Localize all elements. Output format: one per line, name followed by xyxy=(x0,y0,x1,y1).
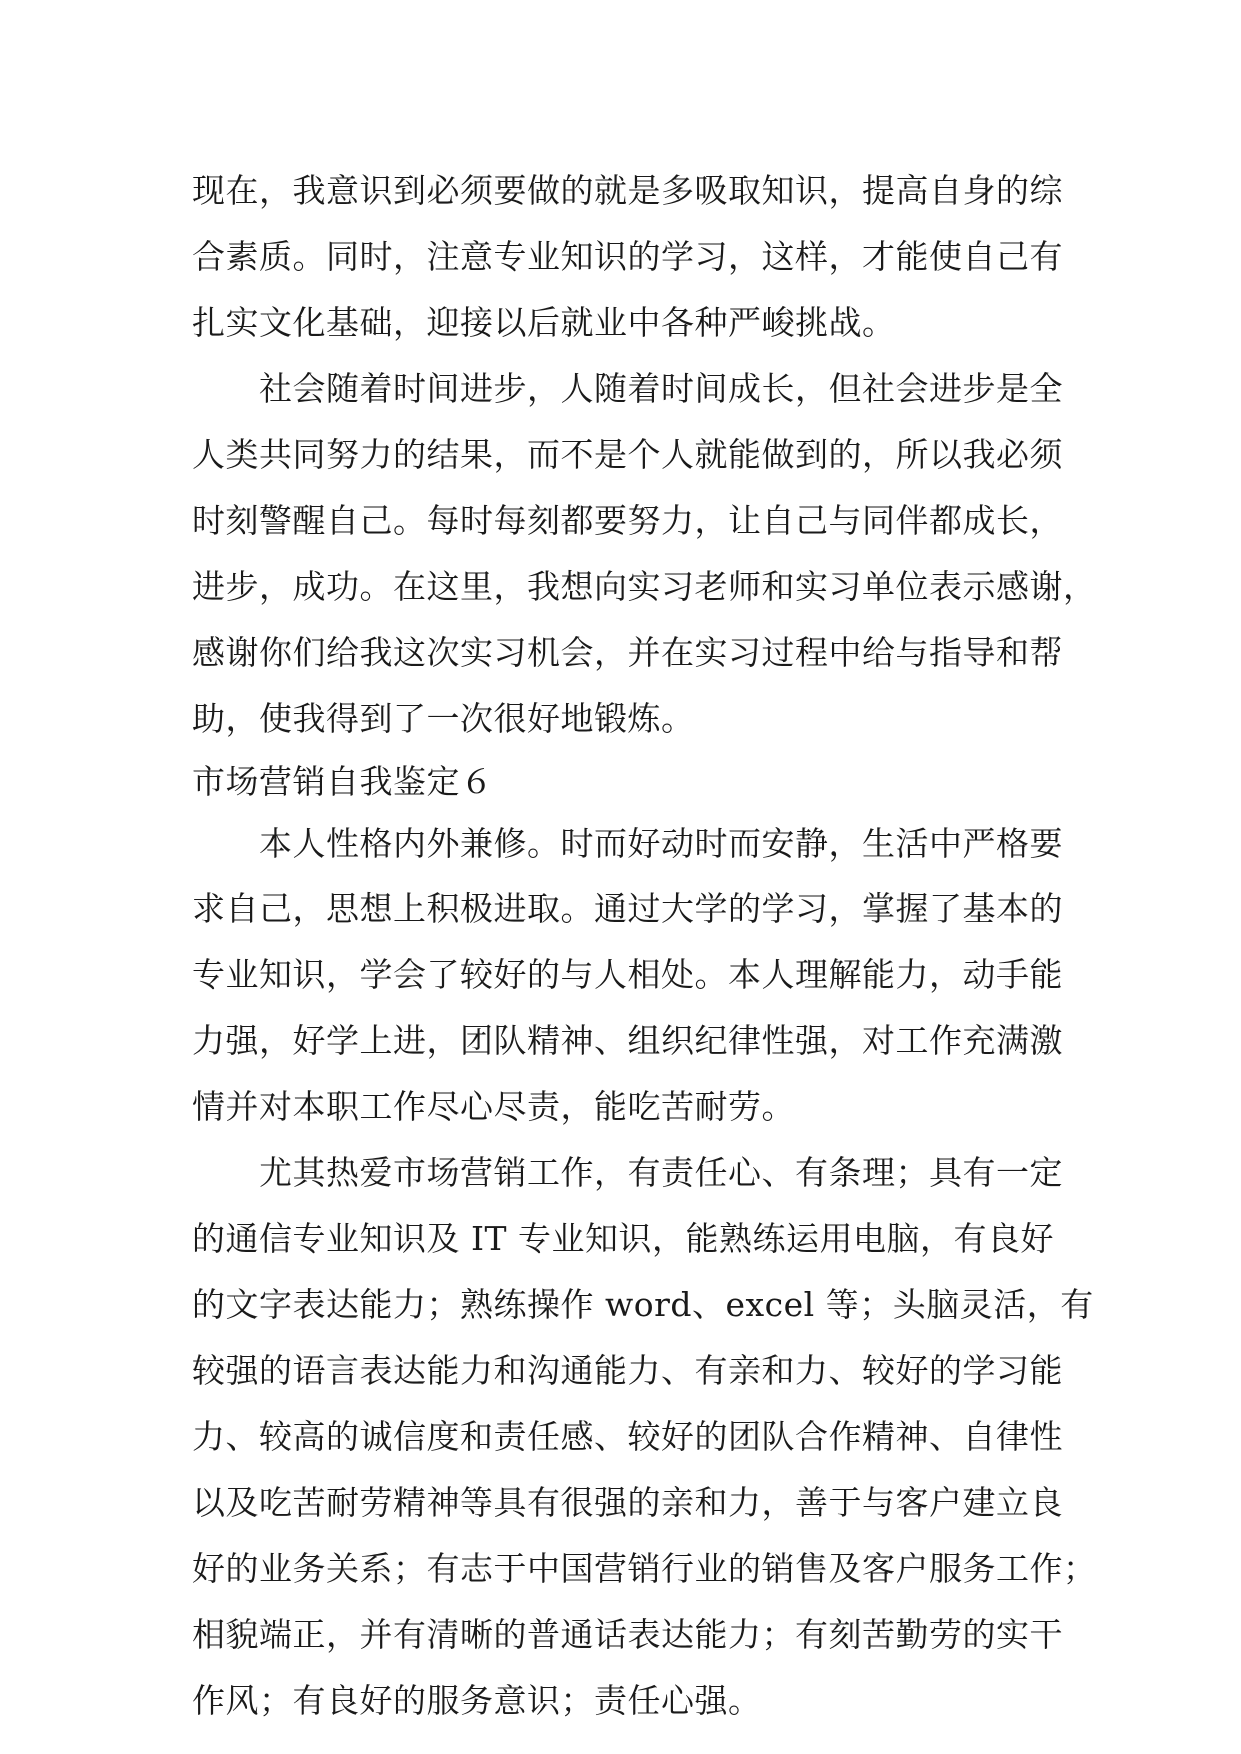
text-line: 较强的语言表达能力和沟通能力、有亲和力、较好的学习能 xyxy=(192,1351,1063,1390)
text-line: 人类共同努力的结果，而不是个人就能做到的，所以我必须 xyxy=(192,435,1063,474)
text-line: 的通信专业知识及 IT 专业知识，能熟练运用电脑，有良好 xyxy=(192,1219,1055,1258)
text-line: 力、较高的诚信度和责任感、较好的团队合作精神、自律性 xyxy=(192,1417,1063,1456)
text-line: 时刻警醒自己。每时每刻都要努力，让自己与同伴都成长， xyxy=(192,501,1063,540)
text-line: 专业知识，学会了较好的与人相处。本人理解能力，动手能 xyxy=(192,955,1063,994)
text-line: 尤其热爱市场营销工作，有责任心、有条理；具有一定 xyxy=(192,1153,1063,1192)
document-body xyxy=(192,158,1097,1734)
text-line: 求自己，思想上积极进取。通过大学的学习，掌握了基本的 xyxy=(192,889,1063,928)
text-line: 作风；有良好的服务意识；责任心强。 xyxy=(192,1681,762,1720)
text-line: 社会随着时间进步，人随着时间成长，但社会进步是全 xyxy=(192,369,1063,408)
text-line: 合素质。同时，注意专业知识的学习，这样，才能使自己有 xyxy=(192,237,1063,276)
text-line: 本人性格内外兼修。时而好动时而安静，生活中严格要 xyxy=(192,824,1063,863)
text-line: 相貌端正，并有清晰的普通话表达能力；有刻苦勤劳的实干 xyxy=(192,1615,1063,1654)
text-line: 扎实文化基础，迎接以后就业中各种严峻挑战。 xyxy=(192,303,896,342)
text-line: 力强，好学上进，团队精神、组织纪律性强，对工作充满激 xyxy=(192,1021,1063,1060)
text-line: 好的业务关系；有志于中国营销行业的销售及客户服务工作； xyxy=(192,1549,1097,1588)
text-line: 的文字表达能力；熟练操作 word、excel 等；头脑灵活，有 xyxy=(192,1285,1094,1324)
text-line: 助，使我得到了一次很好地锻炼。 xyxy=(192,699,695,738)
text-line: 进步，成功。在这里，我想向实习老师和实习单位表示感谢， xyxy=(192,567,1097,606)
text-line: 以及吃苦耐劳精神等具有很强的亲和力，善于与客户建立良 xyxy=(192,1483,1063,1522)
text-line: 情并对本职工作尽心尽责，能吃苦耐劳。 xyxy=(192,1087,795,1126)
text-line: 感谢你们给我这次实习机会，并在实习过程中给与指导和帮 xyxy=(192,633,1063,672)
text-line: 现在，我意识到必须要做的就是多吸取知识，提高自身的综 xyxy=(192,171,1063,210)
section-heading: 市场营销自我鉴定６ xyxy=(192,762,494,801)
